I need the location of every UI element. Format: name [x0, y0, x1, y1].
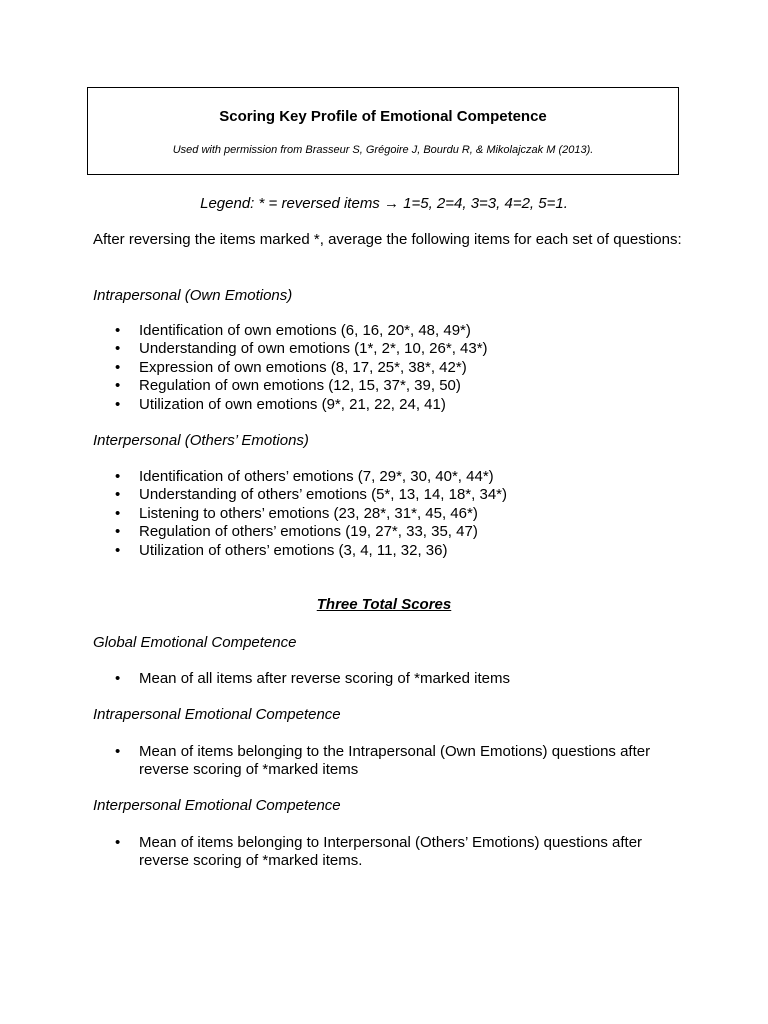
list-item: • Understanding of others’ emotions (5*, 13, 14, 18*, 34*) [115, 486, 507, 504]
bullet-icon: • [115, 340, 121, 358]
list-item: • Regulation of own emotions (12, 15, 37*, 39, 50) [115, 377, 461, 395]
intrapersonal-list [93, 322, 693, 414]
global-competence-list [93, 670, 693, 688]
bullet-icon: • [115, 743, 121, 760]
list-item: • Utilization of others’ emotions (3, 4, 11, 32, 36) [115, 541, 448, 559]
permission-note: Used with permission from Brasseur S, Grégoire J, Bourdu R, & Mikolajczak M (2013). [172, 144, 594, 156]
list-item: • Mean of all items after reverse scoring of *marked items [115, 670, 510, 687]
bullet-icon: • [115, 486, 121, 504]
list-item: • Regulation of others’ emotions (19, 27*, 33, 35, 47) [115, 523, 478, 541]
list-item: • Listening to others’ emotions (23, 28*, 31*, 45, 46*) [115, 504, 478, 522]
intrapersonal-heading: Intrapersonal (Own Emotions) [93, 287, 293, 304]
bullet-icon: • [115, 834, 121, 851]
bullet-icon: • [115, 395, 121, 413]
bullet-icon: • [115, 322, 121, 339]
title-box [87, 87, 679, 175]
bullet-icon: • [115, 358, 121, 376]
list-item: • Identification of others’ emotions (7, 29*, 30, 40*, 44*) [115, 468, 494, 485]
legend: Legend: * = reversed items → 1=5, 2=4, 3=3, 4=2, 5=1. [200, 195, 568, 212]
list-item: • Expression of own emotions (8, 17, 25*, 38*, 42*) [115, 358, 467, 376]
intrapersonal-competence-list [93, 743, 693, 780]
intro-paragraph: After reversing the items marked *, average the following items for each set of questions: [93, 231, 682, 248]
list-item: • Understanding of own emotions (1*, 2*, 10, 26*, 43*) [115, 340, 488, 358]
list-item: • Mean of items belonging to Interpersonal (Others’ Emotions) questions after reverse scoring of *marked items. [115, 834, 643, 870]
total-scores-heading: Three Total Scores [316, 596, 452, 613]
interpersonal-competence-heading: Interpersonal Emotional Competence [93, 797, 341, 814]
bullet-icon: • [115, 504, 121, 522]
list-item: • Mean of items belonging to the Intrapersonal (Own Emotions) questions after reverse scoring of *marked items [115, 743, 651, 779]
bullet-icon: • [115, 523, 121, 541]
bullet-icon: • [115, 377, 121, 395]
bullet-icon: • [115, 670, 121, 687]
interpersonal-competence-list [93, 834, 693, 871]
list-item: • Identification of own emotions (6, 16, 20*, 48, 49*) [115, 322, 471, 339]
global-competence-heading: Global Emotional Competence [93, 634, 297, 651]
bullet-icon: • [115, 468, 121, 485]
document-title: Scoring Key Profile of Emotional Competence [219, 108, 547, 125]
bullet-icon: • [115, 541, 121, 559]
interpersonal-heading: Interpersonal (Others’ Emotions) [93, 432, 309, 449]
interpersonal-list [93, 468, 693, 560]
list-item: • Utilization of own emotions (9*, 21, 22, 24, 41) [115, 395, 446, 413]
intrapersonal-competence-heading: Intrapersonal Emotional Competence [93, 706, 341, 723]
